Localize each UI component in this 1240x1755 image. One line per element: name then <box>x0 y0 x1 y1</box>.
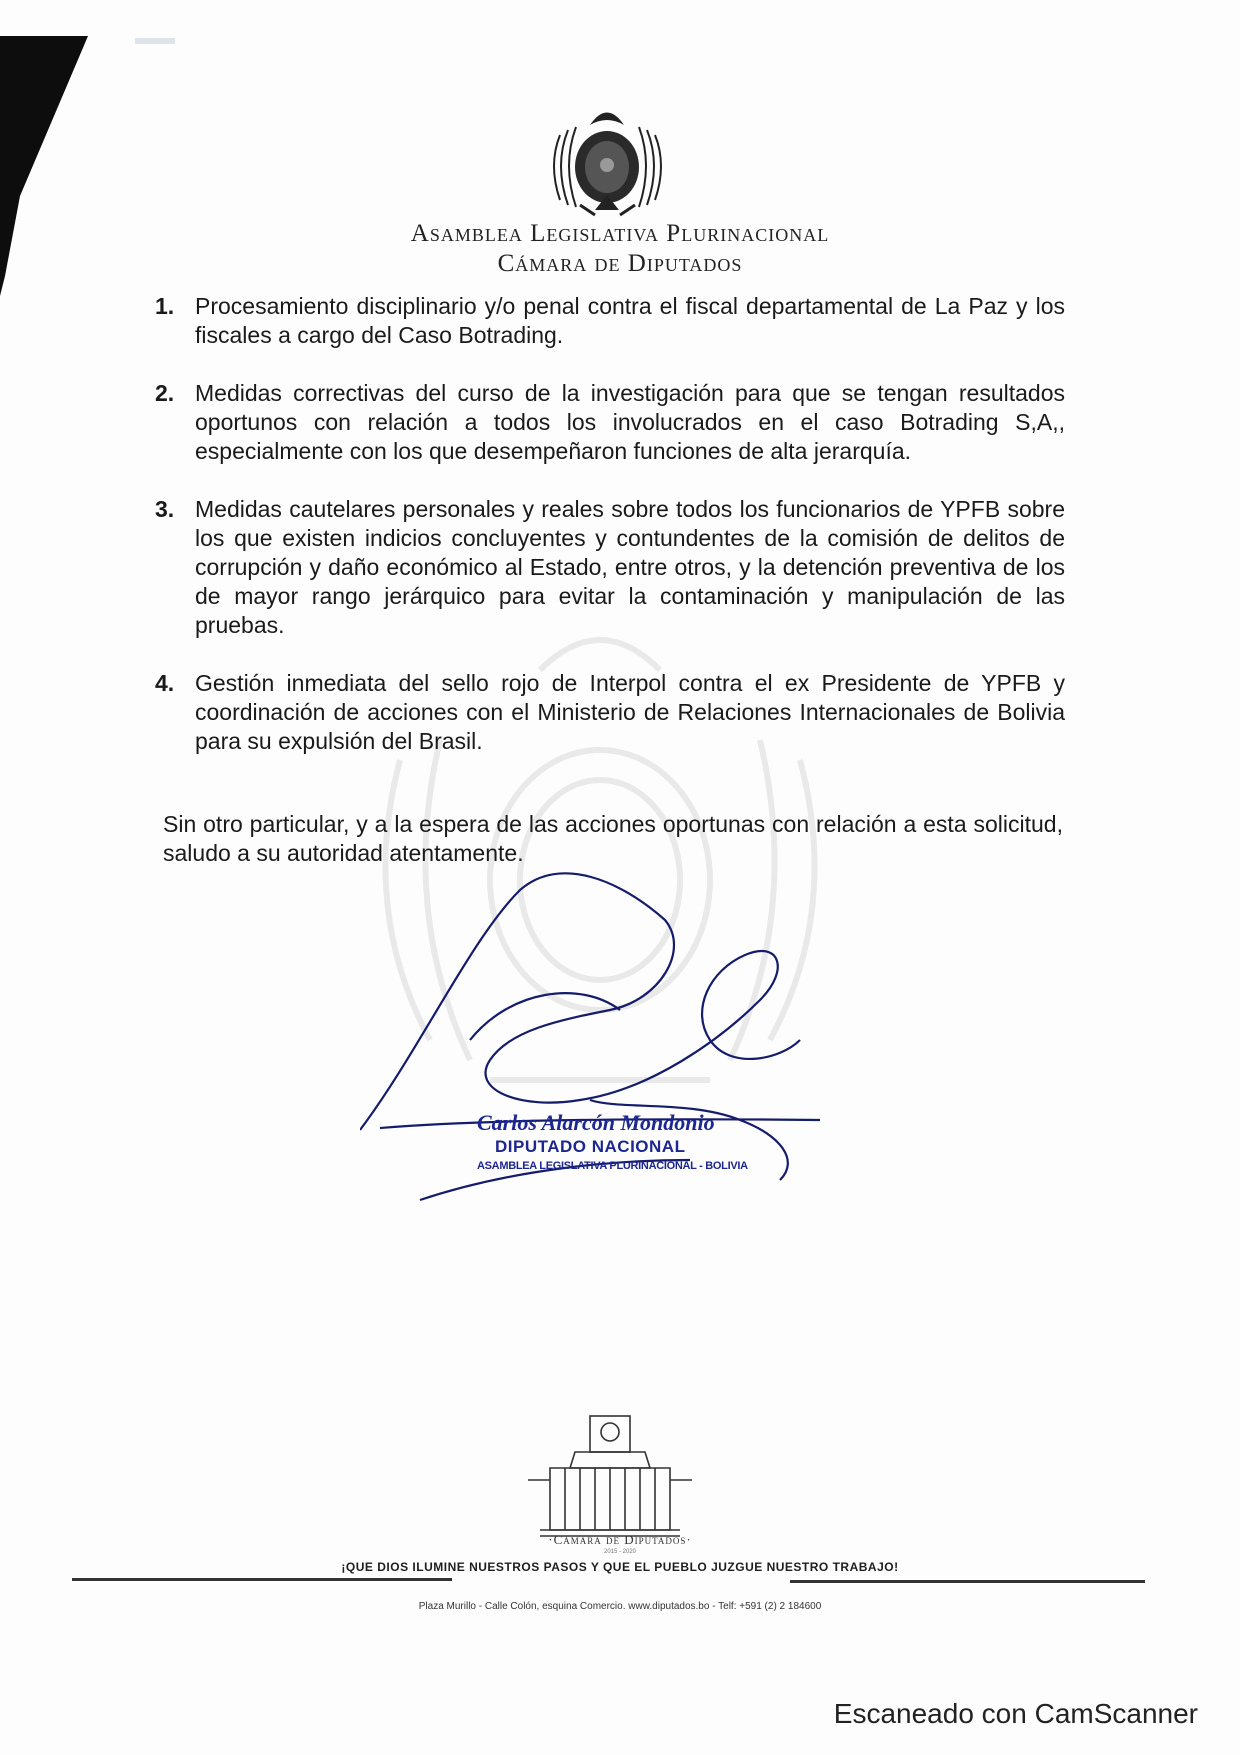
item-text: Procesamiento disciplinario y/o penal contra el fiscal departamental de La Paz y los fiscales a cargo del Caso Botrading. <box>195 293 1065 348</box>
closing-paragraph: Sin otro particular, y a la espera de las acciones oportunas con relación a esta solicitud, saludo a su autoridad atentamente. <box>163 811 1063 866</box>
chamber-building-icon <box>520 1410 700 1540</box>
scanner-watermark: Escaneado con CamScanner <box>833 1698 1198 1729</box>
list-item <box>155 292 1065 350</box>
signer-name: Carlos Alarcón Mondonio <box>477 1110 715 1135</box>
footer-motto: ¡QUE DIOS ILUMINE NUESTROS PASOS Y QUE EL PUEBLO JUZGUE NUESTRO TRABAJO! <box>341 1560 899 1574</box>
list-item <box>155 495 1065 640</box>
item-text: Medidas correctivas del curso de la investigación para que se tengan resultados oportunos con relación a todos los involucrados en el caso Botrading S,A,, especialmente con los que desempeñaron funciones de alta jerarquía. <box>195 380 1065 464</box>
scan-smudge <box>135 38 175 44</box>
header-chamber: Cámara de Diputados <box>497 250 743 277</box>
item-text: Medidas cautelares personales y reales sobre todos los funcionarios de YPFB sobre los que existen indicios concluyentes y contundentes de la comisión de delitos de corrupción y daño económico al Estado, entre otros, y la detención preventiva de los de mayor rango jerárquico para evitar la contaminación y manipulación de las pruebas. <box>195 496 1065 638</box>
footer-chamber-label: ·Cámara de Diputados· <box>548 1532 692 1547</box>
list-item <box>155 379 1065 466</box>
item-number: 1. <box>155 293 175 319</box>
footer-chamber-years: 2015 - 2020 <box>603 1549 637 1555</box>
list-item <box>155 669 1065 756</box>
item-number: 3. <box>155 496 175 522</box>
request-list <box>155 292 1065 756</box>
footer-divider-right <box>790 1580 1145 1583</box>
signer-title: DIPUTADO NACIONAL <box>495 1137 686 1156</box>
item-number: 2. <box>155 380 175 406</box>
handwritten-signature <box>360 860 820 1210</box>
item-number: 4. <box>155 670 175 696</box>
footer-contact: Plaza Murillo - Calle Colón, esquina Comercio. www.diputados.bo - Telf: +591 (2) 2 184600 <box>418 1601 822 1612</box>
footer-divider-left <box>72 1578 452 1581</box>
item-text: Gestión inmediata del sello rojo de Interpol contra el ex Presidente de YPFB y coordinación de acciones con el Ministerio de Relaciones Internacionales de Bolivia para su expulsión del Brasil. <box>195 670 1065 754</box>
header-institution: Asamblea Legislativa Plurinacional <box>410 220 830 247</box>
coat-of-arms-icon <box>540 95 675 220</box>
signer-organization: ASAMBLEA LEGISLATIVA PLURINACIONAL - BOLIVIA <box>477 1160 748 1172</box>
